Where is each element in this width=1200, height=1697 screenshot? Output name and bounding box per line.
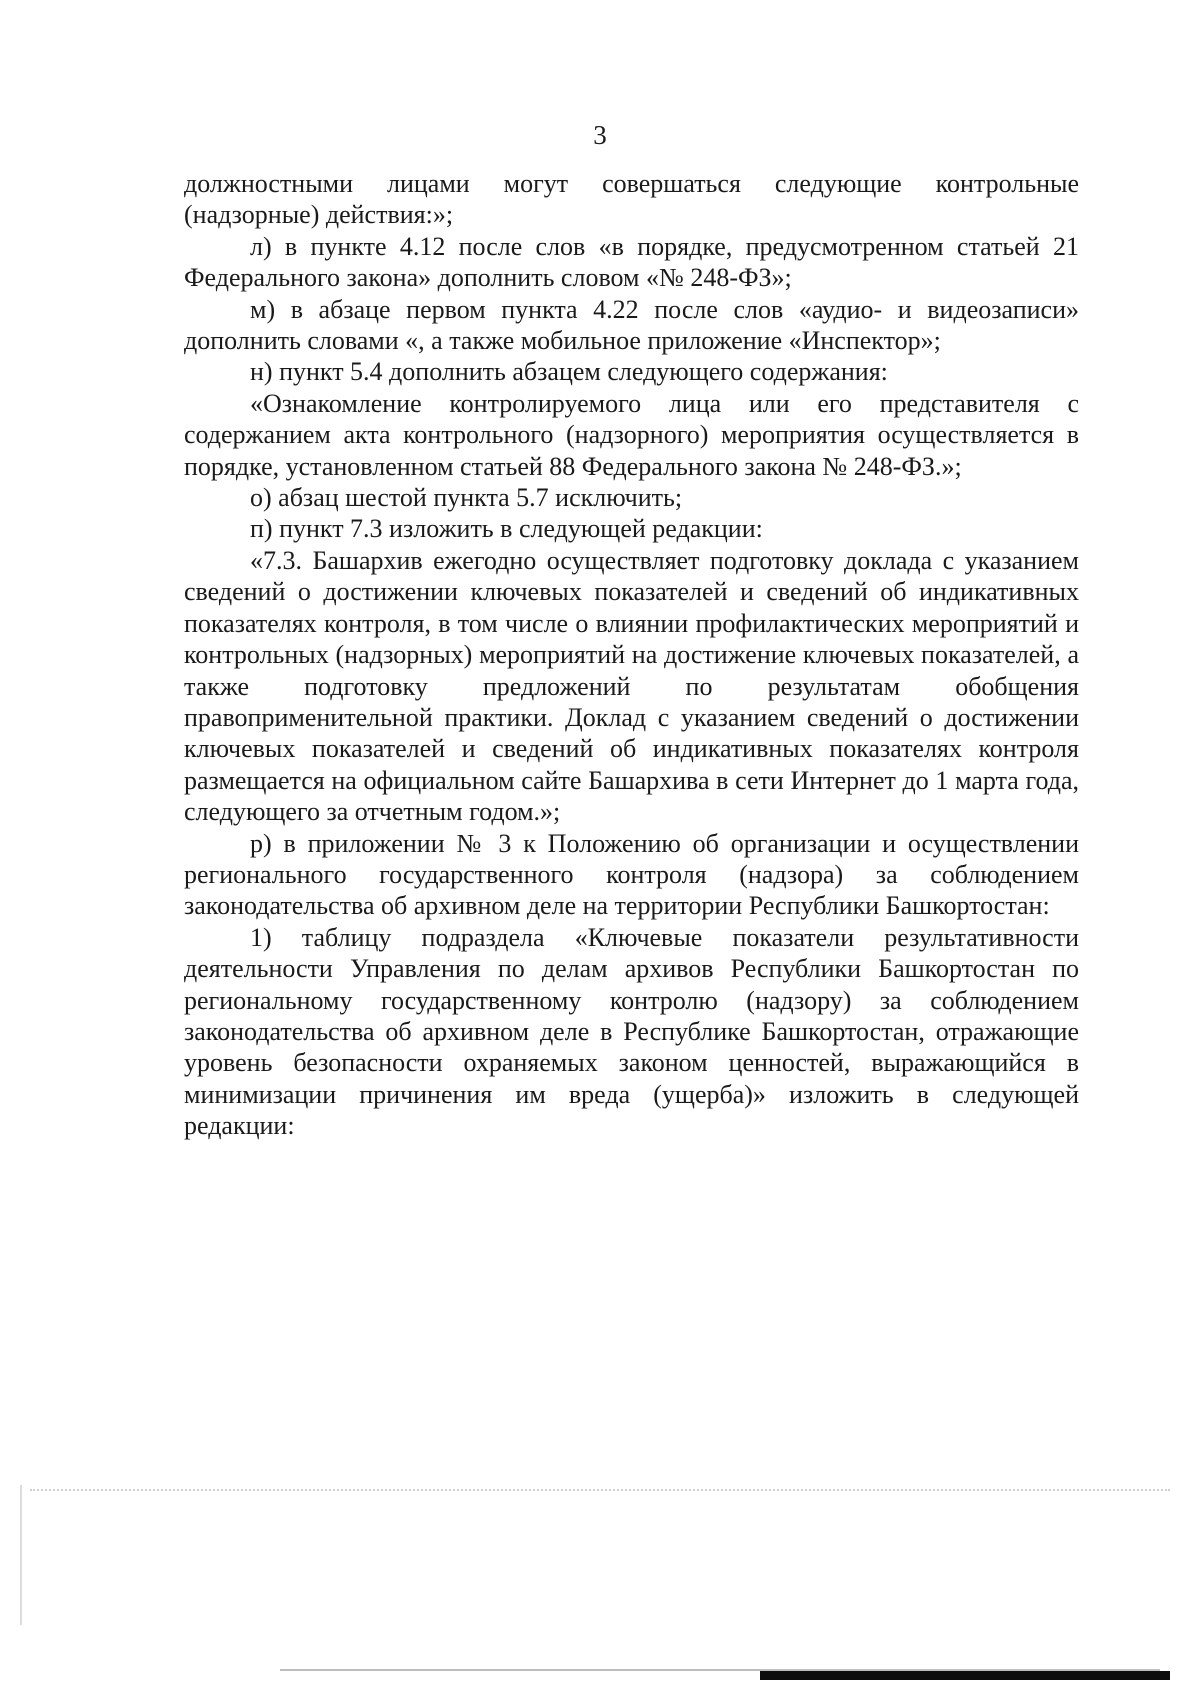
paragraph-item-r: р) в приложении № 3 к Положению об организации и осуществлении регионального государственного контроля (надзора) за соблюдением законодательства об архивном деле на территории Республики Башкортостан:: [184, 828, 1079, 921]
scan-edge-line: [20, 1485, 22, 1625]
document-body: [184, 168, 1079, 1142]
paragraph-item-l: л) в пункте 4.12 после слов «в порядке, предусмотренном статьей 21 Федерального закона» дополнить словом «№ 248-ФЗ»;: [184, 231, 1079, 293]
paragraph-quote-7-3: «7.3. Башархив ежегодно осуществляет подготовку доклада с указанием сведений о достижении ключевых показателей и сведений об индикативных показателях контроля, в том числе о влиянии профилактических мероприятий и контрольных (надзорных) мероприятий на достижение ключевых показателей, а также подготовку предложений по результатам обобщения правоприменительной практики. Доклад с указанием сведений о достижении ключевых показателей и сведений об индикативных показателях контроля размещается на официальном сайте Башархива в сети Интернет до 1 марта года, следующего за отчетным годом.»;: [184, 545, 1079, 827]
paragraph-item-m: м) в абзаце первом пункта 4.22 после слов «аудио- и видеозаписи» дополнить словами «, а также мобильное приложение «Инспектор»;: [184, 294, 1079, 356]
paragraph-item-p: п) пункт 7.3 изложить в следующей редакции:: [250, 514, 763, 544]
scan-dotted-line: [30, 1489, 1170, 1491]
scan-dark-bar: [760, 1671, 1170, 1680]
paragraph-quote-acquaintance: «Ознакомление контролируемого лица или его представителя с содержанием акта контрольного (надзорного) мероприятия осуществляется в порядке, установленном статьей 88 Федерального закона № 248-ФЗ.»;: [184, 388, 1079, 481]
paragraph-item-1: 1) таблицу подраздела «Ключевые показатели результативности деятельности Управления по делам архивов Республики Башкортостан по региональному государственному контролю (надзору) за соблюдением законодательства об архивном деле в Республике Башкортостан, отражающие уровень безопасности охраняемых законом ценностей, выражающийся в минимизации причинения им вреда (ущерба)» изложить в следующей редакции:: [184, 922, 1079, 1141]
paragraph-1: должностными лицами могут совершаться следующие контрольные (надзорные) действия:»;: [184, 169, 1079, 230]
paragraph-item-o: о) абзац шестой пункта 5.7 исключить;: [250, 483, 683, 513]
page-number: 3: [593, 120, 607, 150]
paragraph-item-n: н) пункт 5.4 дополнить абзацем следующего содержания:: [250, 357, 888, 387]
